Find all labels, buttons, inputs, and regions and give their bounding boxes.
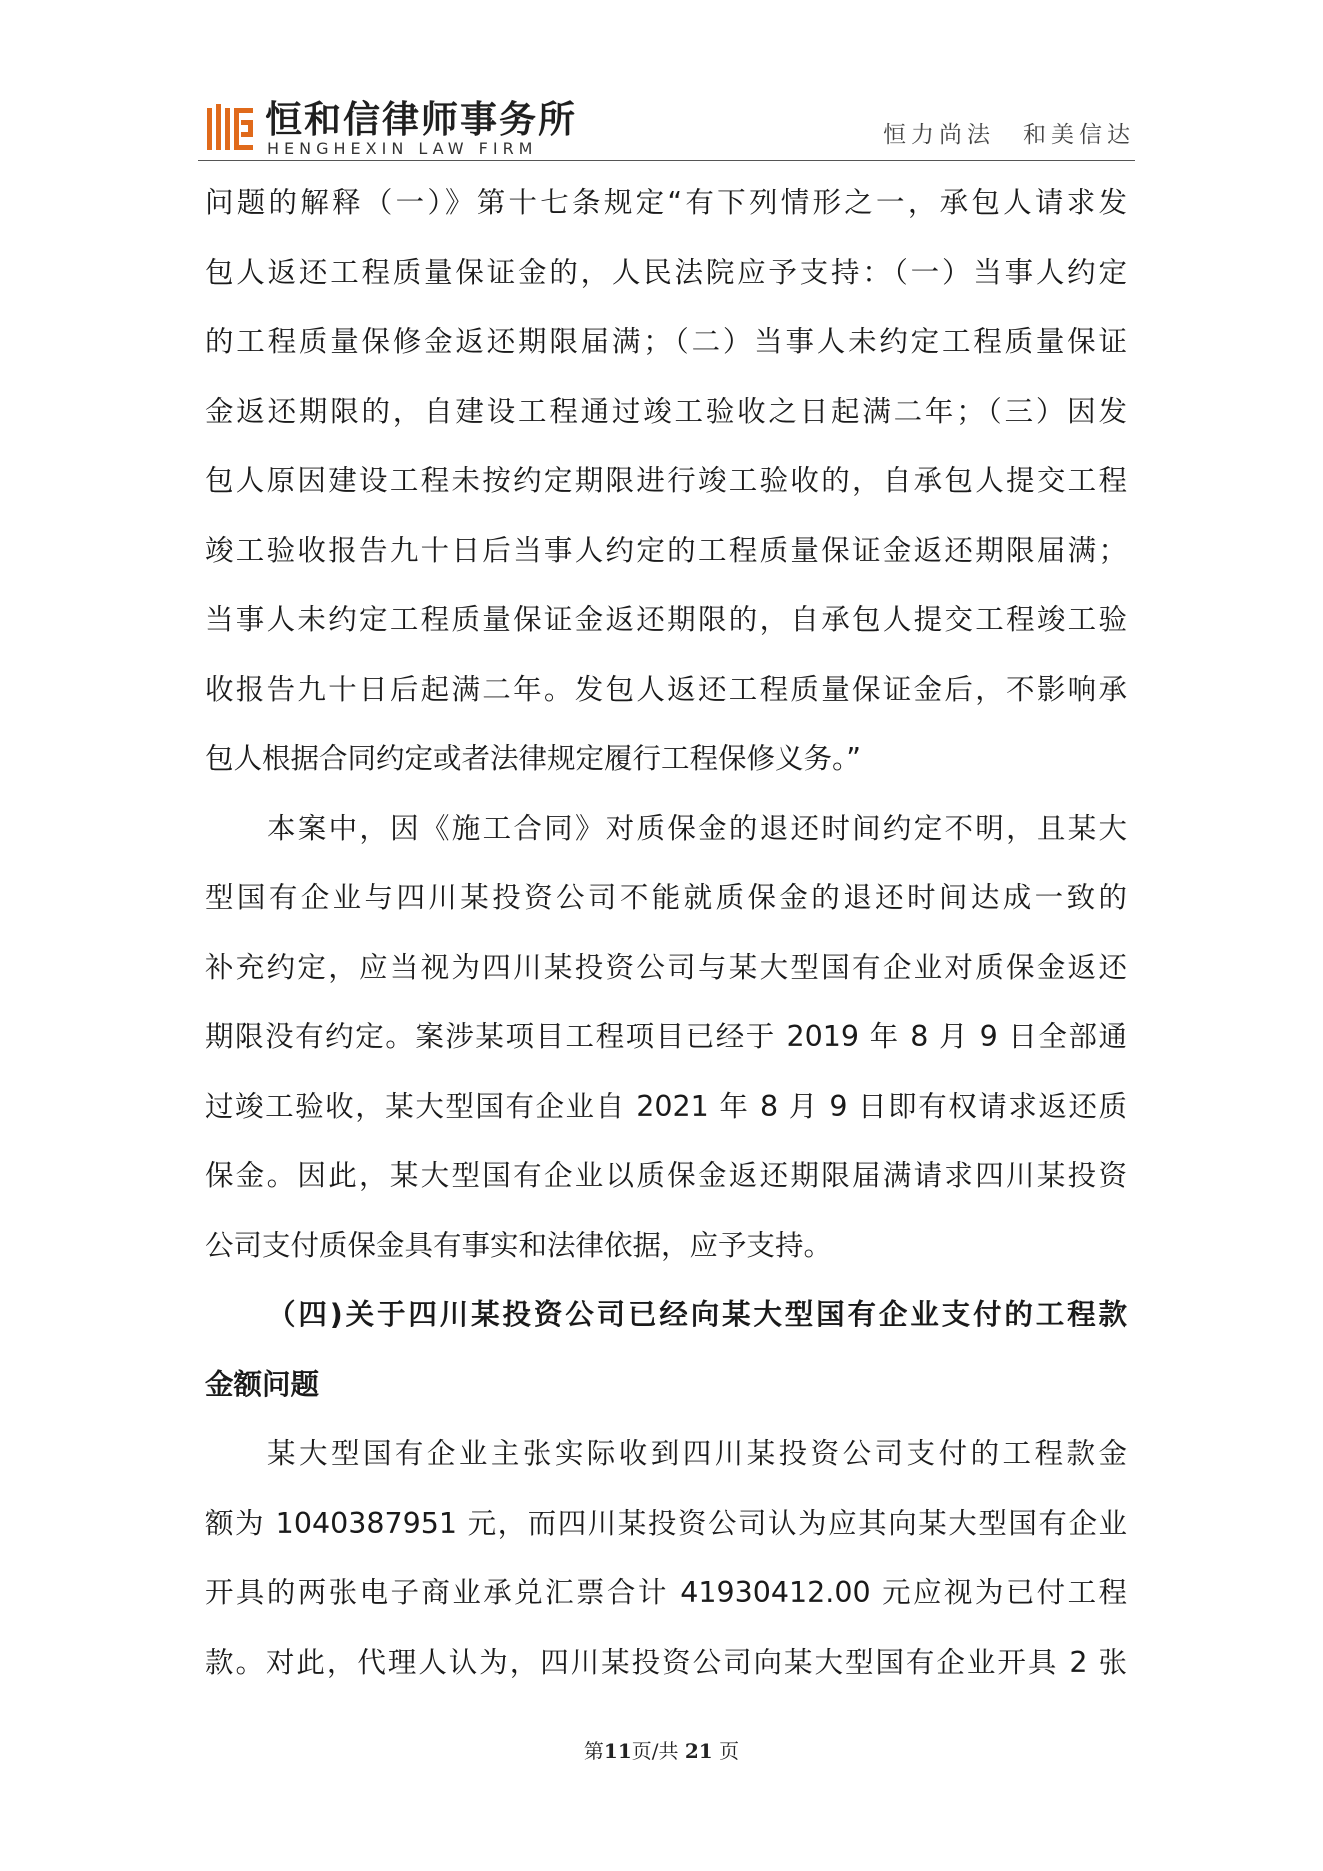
body-line: 补充约定，应当视为四川某投资公司与某大型国有企业对质保金返还 <box>205 950 1127 984</box>
body-line: 某大型国有企业主张实际收到四川某投资公司支付的工程款金 <box>267 1437 1127 1470</box>
body-line: 保金。因此，某大型国有企业以质保金返还期限届满请求四川某投资 <box>205 1159 1127 1192</box>
body-line: 包人根据合同约定或者法律规定履行工程保修义务。” <box>205 742 862 775</box>
body-line: 的工程质量保修金返还期限届满；（二）当事人未约定工程质量保证 <box>205 325 1127 358</box>
body-line: 期限没有约定。案涉某项目工程项目已经于 2019 年 8 月 9 日全部通 <box>205 1020 1127 1053</box>
firm-logo-icon <box>205 104 255 154</box>
body-line: 包人返还工程质量保证金的，人民法院应予支持：（一）当事人约定 <box>205 255 1127 289</box>
body-line: 款。对此，代理人认为，四川某投资公司向某大型国有企业开具 2 张 <box>205 1645 1127 1679</box>
body-line: 收报告九十日后起满二年。发包人返还工程质量保证金后，不影响承 <box>205 672 1127 706</box>
firm-name-english: HENGHEXIN LAW FIRM <box>267 139 538 158</box>
letterhead <box>205 100 1135 160</box>
total-pages-number: 21 <box>684 1739 713 1763</box>
page-number-footer <box>0 1735 1323 1764</box>
document-body <box>205 168 1127 1697</box>
firm-name-chinese: 恒和信律师事务所 <box>265 98 577 141</box>
body-line: 过竣工验收，某大型国有企业自 2021 年 8 月 9 日即有权请求返还质 <box>205 1089 1127 1123</box>
section-heading: 金额问题 <box>205 1367 320 1401</box>
body-line: 本案中，因《施工合同》对质保金的退还时间约定不明，且某大 <box>267 811 1127 845</box>
body-line: 当事人未约定工程质量保证金返还期限的，自承包人提交工程竣工验 <box>205 603 1127 636</box>
body-line: 公司支付质保金具有事实和法律依据，应予支持。 <box>205 1228 833 1262</box>
footer-middle: 页/共 <box>631 1739 679 1763</box>
body-line: 金返还期限的，自建设工程通过竣工验收之日起满二年；（三）因发 <box>205 394 1127 428</box>
body-line: 竣工验收报告九十日后当事人约定的工程质量保证金返还期限届满； <box>205 533 1127 567</box>
firm-motto: 恒力尚法 和美信达 <box>883 122 1135 148</box>
footer-suffix: 页 <box>712 1739 740 1763</box>
body-line: 包人原因建设工程未按约定期限进行竣工验收的，自承包人提交工程 <box>205 464 1127 497</box>
header-divider <box>198 160 1135 161</box>
footer-prefix: 第 <box>583 1739 604 1763</box>
section-heading: （四)关于四川某投资公司已经向某大型国有企业支付的工程款 <box>267 1298 1127 1331</box>
body-line: 问题的解释（一）》第十七条规定“有下列情形之一，承包人请求发 <box>205 186 1127 219</box>
body-line: 开具的两张电子商业承兑汇票合计 41930412.00 元应视为已付工程 <box>205 1576 1127 1609</box>
body-line: 型国有企业与四川某投资公司不能就质保金的退还时间达成一致的 <box>205 881 1127 914</box>
current-page-number: 11 <box>603 1739 632 1763</box>
body-line: 额为 1040387951 元，而四川某投资公司认为应其向某大型国有企业 <box>205 1506 1127 1540</box>
